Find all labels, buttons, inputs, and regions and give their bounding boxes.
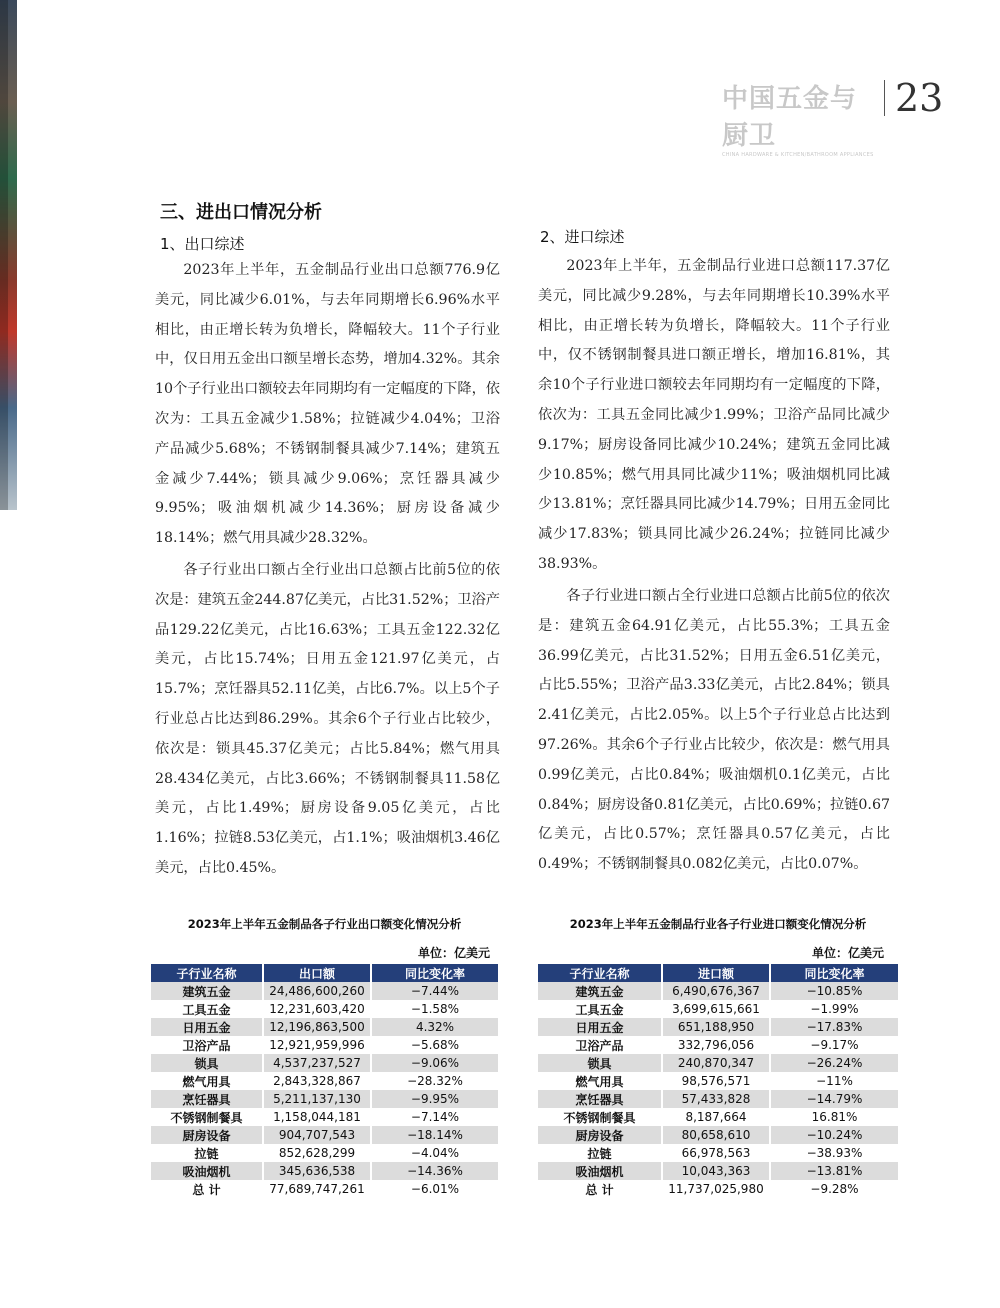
subsector-name-cell: 厨房设备 xyxy=(151,1126,263,1144)
table-row xyxy=(538,982,898,1000)
table-row xyxy=(538,1180,898,1198)
subsector-name-cell: 工具五金 xyxy=(151,1000,263,1018)
subsector-name-cell: 不锈钢制餐具 xyxy=(151,1108,263,1126)
change-rate-cell: −10.24% xyxy=(770,1126,898,1144)
table-row xyxy=(151,1144,498,1162)
amount-cell: 651,188,950 xyxy=(662,1018,770,1036)
subsector-name-cell: 吸油烟机 xyxy=(151,1162,263,1180)
export-table-header xyxy=(151,964,498,982)
table-row xyxy=(538,1018,898,1036)
table-row xyxy=(151,1018,498,1036)
header-cell: 子行业名称 xyxy=(151,964,263,982)
table-row xyxy=(151,1054,498,1072)
magazine-logo xyxy=(722,78,874,158)
amount-cell: 66,978,563 xyxy=(662,1144,770,1162)
table-row xyxy=(151,1090,498,1108)
subsector-name-cell: 卫浴产品 xyxy=(151,1036,263,1054)
change-rate-cell: 4.32% xyxy=(371,1018,498,1036)
table-row xyxy=(151,1108,498,1126)
import-paragraph-2: 各子行业进口额占全行业进口总额占比前5位的依次是：建筑五金64.91亿美元，占比55.3%；工具五金36.99亿美元，占比31.52%；日用五金6.51亿美元，占比5.55%；卫浴产品3.33亿美元，占比2.84%；锁具2.41亿美元，占比2.05%。以上5个子行业总占比达到97.26%。其余6个子行业占比较少，依次是：燃气用具0.99亿美元，占比0.84%；吸油烟机0.1亿美元，占比0.84%；厨房设备0.81亿美元，占比0.69%；拉链0.67亿美元，占比0.57%；烹饪器具0.57亿美元，占比0.49%；不锈钢制餐具0.082亿美元，占比0.07%。 xyxy=(538,588,890,873)
change-rate-cell: −14.79% xyxy=(770,1090,898,1108)
change-rate-cell: −14.36% xyxy=(371,1162,498,1180)
subsector-name-cell: 吸油烟机 xyxy=(538,1162,662,1180)
subsector-name-cell: 建筑五金 xyxy=(151,982,263,1000)
subsector-name-cell: 锁具 xyxy=(538,1054,662,1072)
table-row xyxy=(538,1126,898,1144)
table-row xyxy=(151,982,498,1000)
header-cell: 同比变化率 xyxy=(371,964,498,982)
amount-cell: 345,636,538 xyxy=(263,1162,371,1180)
table-row xyxy=(538,1090,898,1108)
subsector-name-cell: 卫浴产品 xyxy=(538,1036,662,1054)
subsector-name-cell: 日用五金 xyxy=(151,1018,263,1036)
subsector-name-cell: 总 计 xyxy=(538,1180,662,1198)
amount-cell: 3,699,615,661 xyxy=(662,1000,770,1018)
amount-cell: 8,187,664 xyxy=(662,1108,770,1126)
export-paragraph-2: 各子行业出口额占全行业出口总额占比前5位的依次是：建筑五金244.87亿美元，占比31.52%；卫浴产品129.22亿美元，占比16.63%；工具五金122.32亿美元，占比15.74%；日用五金121.97亿美元，占15.7%；烹饪器具52.11亿美，占比6.7%。以上5个子行业总占比达到86.29%。其余6个子行业占比较少，依次是：锁具45.37亿美元；占比5.84%；燃气用具28.434亿美元，占比3.66%；不锈钢制餐具11.58亿美元，占比1.49%；厨房设备9.05亿美元，占比1.16%；拉链8.53亿美元，占1.1%；吸油烟机3.46亿美元，占比0.45%。 xyxy=(155,562,500,876)
table-row xyxy=(151,1000,498,1018)
logo-text: 中国五金与厨卫 xyxy=(722,84,858,151)
amount-cell: 57,433,828 xyxy=(662,1090,770,1108)
table-row xyxy=(538,1072,898,1090)
subsector-name-cell: 燃气用具 xyxy=(538,1072,662,1090)
amount-cell: 4,537,237,527 xyxy=(263,1054,371,1072)
change-rate-cell: −13.81% xyxy=(770,1162,898,1180)
table-row xyxy=(538,1054,898,1072)
table-row xyxy=(538,1108,898,1126)
table-row xyxy=(538,1144,898,1162)
subsector-name-cell: 拉链 xyxy=(538,1144,662,1162)
logo-subtitle: CHINA HARDWARE & KITCHEN/BATHROOM APPLIANCES xyxy=(722,152,874,158)
change-rate-cell: −6.01% xyxy=(371,1180,498,1198)
subsector-name-cell: 燃气用具 xyxy=(151,1072,263,1090)
subsector-name-cell: 拉链 xyxy=(151,1144,263,1162)
change-rate-cell: −38.93% xyxy=(770,1144,898,1162)
header-cell: 子行业名称 xyxy=(538,964,662,982)
change-rate-cell: −9.95% xyxy=(371,1090,498,1108)
table-row xyxy=(538,1036,898,1054)
header-divider xyxy=(884,80,885,116)
section-title: 三、进出口情况分析 xyxy=(160,202,322,223)
header-cell: 进口额 xyxy=(662,964,770,982)
table-row xyxy=(151,1162,498,1180)
subsector-name-cell: 烹饪器具 xyxy=(151,1090,263,1108)
export-table xyxy=(151,964,498,1198)
table-row xyxy=(151,1072,498,1090)
amount-cell: 11,737,025,980 xyxy=(662,1180,770,1198)
amount-cell: 80,658,610 xyxy=(662,1126,770,1144)
table-row xyxy=(538,1000,898,1018)
change-rate-cell: −10.85% xyxy=(770,982,898,1000)
amount-cell: 24,486,600,260 xyxy=(263,982,371,1000)
change-rate-cell: −4.04% xyxy=(371,1144,498,1162)
amount-cell: 12,231,603,420 xyxy=(263,1000,371,1018)
change-rate-cell: −7.14% xyxy=(371,1108,498,1126)
amount-cell: 2,843,328,867 xyxy=(263,1072,371,1090)
subsector-name-cell: 总 计 xyxy=(151,1180,263,1198)
import-subtitle: 2、进口综述 xyxy=(540,228,625,246)
change-rate-cell: −9.28% xyxy=(770,1180,898,1198)
subsector-name-cell: 锁具 xyxy=(151,1054,263,1072)
subsector-name-cell: 日用五金 xyxy=(538,1018,662,1036)
table-row xyxy=(151,1036,498,1054)
amount-cell: 77,689,747,261 xyxy=(263,1180,371,1198)
import-table-unit: 单位：亿美元 xyxy=(812,946,885,960)
header-cell: 出口额 xyxy=(263,964,371,982)
amount-cell: 12,921,959,996 xyxy=(263,1036,371,1054)
amount-cell: 852,628,299 xyxy=(263,1144,371,1162)
subsector-name-cell: 厨房设备 xyxy=(538,1126,662,1144)
subsector-name-cell: 工具五金 xyxy=(538,1000,662,1018)
export-subtitle: 1、出口综述 xyxy=(160,235,245,253)
export-paragraph-1: 2023年上半年，五金制品行业出口总额776.9亿美元，同比减少6.01%，与去年同期增长6.96%水平相比，由正增长转为负增长，降幅较大。11个子行业中，仅日用五金出口额呈增长态势，增加4.32%。其余10个子行业出口额较去年同期均有一定幅度的下降，依次为：工具五金减少1.58%；拉链减少4.04%；卫浴产品减少5.68%；不锈钢制餐具减少7.14%；建筑五金减少7.44%；锁具减少9.06%；烹饪器具减少9.95%；吸油烟机减少14.36%；厨房设备减少18.14%；燃气用具减少28.32%。 xyxy=(155,262,500,547)
header-cell: 同比变化率 xyxy=(770,964,898,982)
import-table xyxy=(538,964,898,1198)
amount-cell: 6,490,676,367 xyxy=(662,982,770,1000)
table-row xyxy=(151,1126,498,1144)
amount-cell: 98,576,571 xyxy=(662,1072,770,1090)
subsector-name-cell: 不锈钢制餐具 xyxy=(538,1108,662,1126)
change-rate-cell: −9.17% xyxy=(770,1036,898,1054)
import-table-header xyxy=(538,964,898,982)
import-paragraph-1: 2023年上半年，五金制品行业进口总额117.37亿美元，同比减少9.28%，与去年同期增长10.39%水平相比，由正增长转为负增长，降幅较大。11个子行业中，仅不锈钢制餐具进口额正增长，增加16.81%，其余10个子行业进口额较去年同期均有一定幅度的下降，依次为：工具五金同比减少1.99%；卫浴产品同比减少9.17%；厨房设备同比减少10.24%；建筑五金同比减少10.85%；燃气用具同比减少11%；吸油烟机同比减少13.81%；烹饪器具同比减少14.79%；日用五金同比减少17.83%；锁具同比减少26.24%；拉链同比减少38.93%。 xyxy=(538,258,890,572)
change-rate-cell: −5.68% xyxy=(371,1036,498,1054)
subsector-name-cell: 烹饪器具 xyxy=(538,1090,662,1108)
left-edge-shadow xyxy=(0,0,8,510)
subsector-name-cell: 建筑五金 xyxy=(538,982,662,1000)
amount-cell: 904,707,543 xyxy=(263,1126,371,1144)
amount-cell: 240,870,347 xyxy=(662,1054,770,1072)
amount-cell: 332,796,056 xyxy=(662,1036,770,1054)
table-row xyxy=(538,1162,898,1180)
export-table-unit: 单位：亿美元 xyxy=(418,946,491,960)
amount-cell: 5,211,137,130 xyxy=(263,1090,371,1108)
amount-cell: 12,196,863,500 xyxy=(263,1018,371,1036)
import-table-title: 2023年上半年五金制品行业各子行业进口额变化情况分析 xyxy=(569,917,867,931)
change-rate-cell: −1.58% xyxy=(371,1000,498,1018)
change-rate-cell: −17.83% xyxy=(770,1018,898,1036)
change-rate-cell: −26.24% xyxy=(770,1054,898,1072)
change-rate-cell: −11% xyxy=(770,1072,898,1090)
amount-cell: 1,158,044,181 xyxy=(263,1108,371,1126)
table-row xyxy=(151,1180,498,1198)
change-rate-cell: −28.32% xyxy=(371,1072,498,1090)
change-rate-cell: 16.81% xyxy=(770,1108,898,1126)
page-number: 23 xyxy=(895,76,944,120)
change-rate-cell: −1.99% xyxy=(770,1000,898,1018)
change-rate-cell: −9.06% xyxy=(371,1054,498,1072)
change-rate-cell: −18.14% xyxy=(371,1126,498,1144)
change-rate-cell: −7.44% xyxy=(371,982,498,1000)
amount-cell: 10,043,363 xyxy=(662,1162,770,1180)
export-table-title: 2023年上半年五金制品各子行业出口额变化情况分析 xyxy=(187,917,462,931)
